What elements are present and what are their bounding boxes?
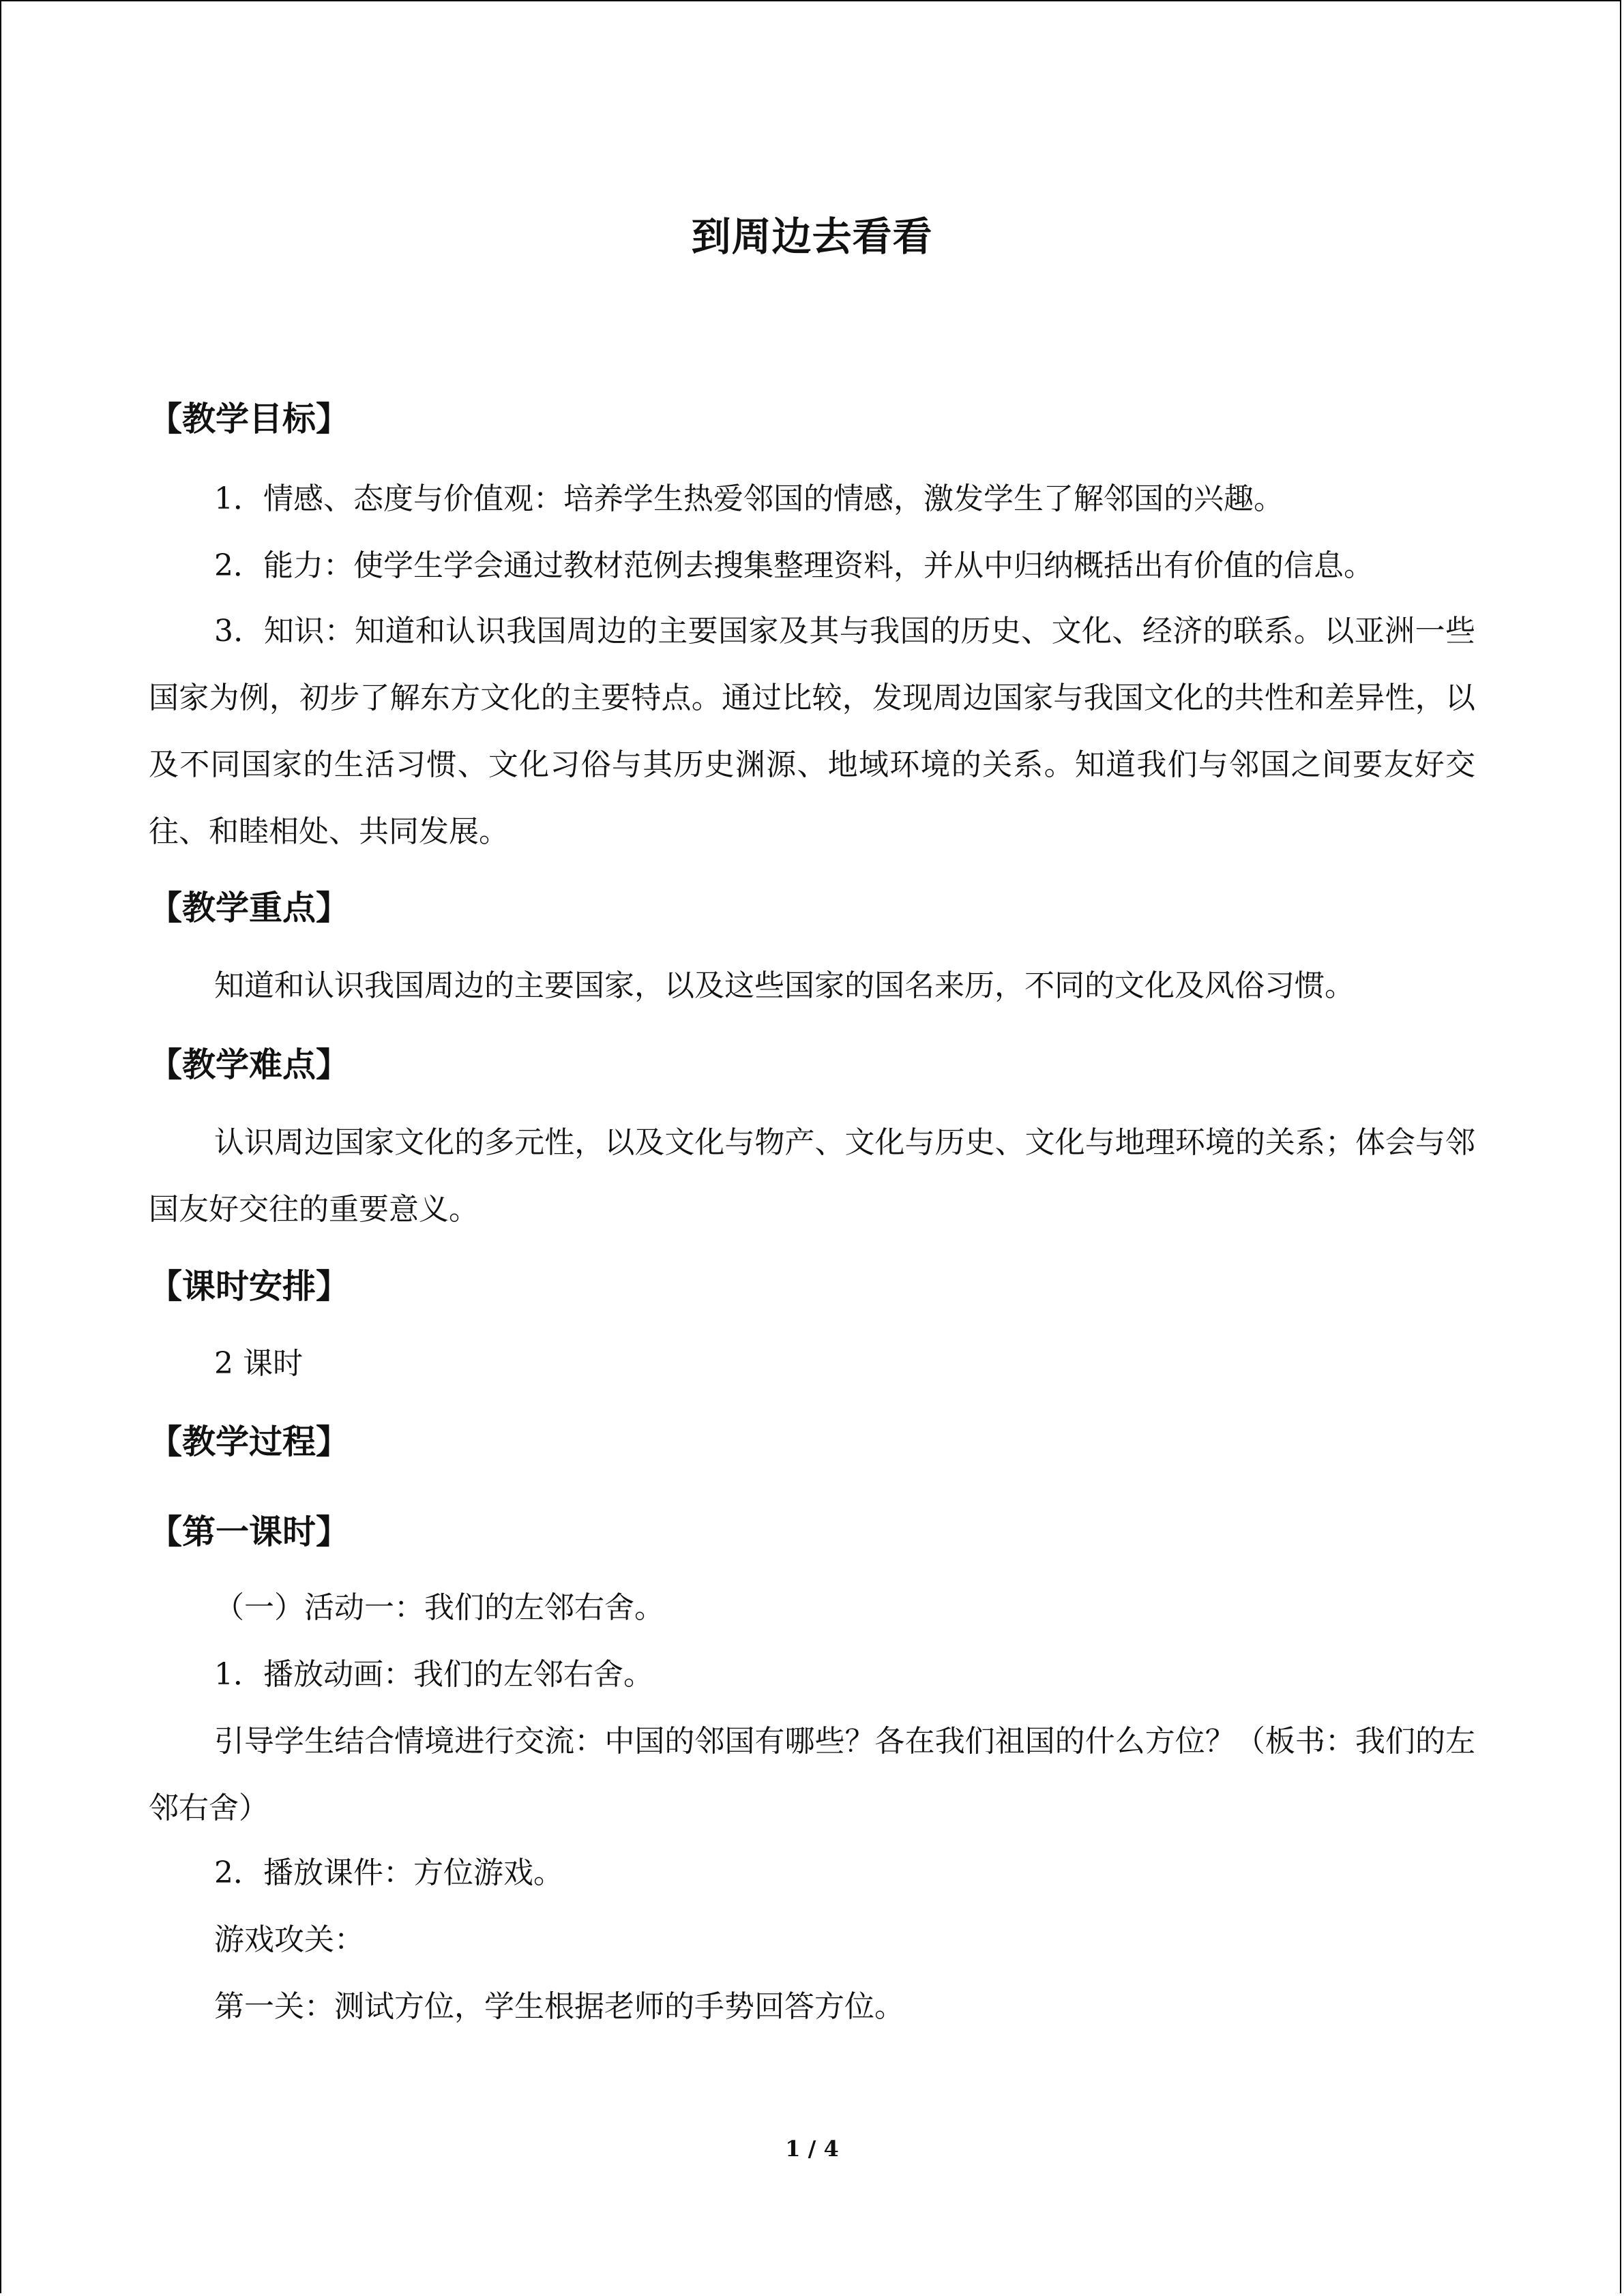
paragraph-step-2: 2．播放课件：方位游戏。 — [214, 1855, 563, 1890]
section-heading-goals: 【教学目标】 — [149, 399, 350, 438]
paragraph-goal-3: 3．知识：知道和认识我国周边的主要国家及其与我国的历史、文化、经济的联系。以亚洲一些国家为例，初步了解东方文化的主要特点。通过比较，发现周边国家与我国文化的共性和差异性，以及不同国家的生活习惯、文化习俗与其历史渊源、地域环境的关系。知道我们与邻国之间要友好交往、和睦相处、共同发展。 — [149, 614, 1475, 849]
section-heading-lesson-1: 【第一课时】 — [149, 1512, 350, 1551]
document-title: 到周边去看看 — [691, 213, 933, 260]
paragraph-goal-2: 2．能力：使学生学会通过教材范例去搜集整理资料，并从中归纳概括出有价值的信息。 — [214, 548, 1374, 583]
paragraph-goal-1: 1．情感、态度与价值观：培养学生热爱邻国的情感，激发学生了解邻国的兴趣。 — [214, 481, 1284, 516]
paragraph-level-1: 第一关：测试方位，学生根据老师的手势回答方位。 — [214, 1989, 904, 2024]
paragraph-difficulties: 认识周边国家文化的多元性，以及文化与物产、文化与历史、文化与地理环境的关系；体会与邻国友好交往的重要意义。 — [149, 1125, 1475, 1227]
paragraph-key-points: 知道和认识我国周边的主要国家，以及这些国家的国名来历，不同的文化及风俗习惯。 — [214, 968, 1355, 1003]
section-heading-schedule: 【课时安排】 — [149, 1266, 350, 1306]
section-heading-process: 【教学过程】 — [149, 1422, 350, 1461]
paragraph-activity-1: （一）活动一：我们的左邻右舍。 — [214, 1590, 664, 1625]
page-number: 1 / 4 — [785, 2136, 839, 2162]
section-heading-difficulties: 【教学难点】 — [149, 1045, 350, 1084]
paragraph-guide: 引导学生结合情境进行交流：中国的邻国有哪些？各在我们祖国的什么方位？（板书：我们的左邻右舍） — [149, 1724, 1475, 1825]
paragraph-game: 游戏攻关： — [214, 1922, 364, 1957]
paragraph-schedule: 2 课时 — [214, 1346, 303, 1381]
section-heading-key-points: 【教学重点】 — [149, 888, 350, 927]
paragraph-step-1: 1．播放动画：我们的左邻右舍。 — [214, 1657, 653, 1692]
